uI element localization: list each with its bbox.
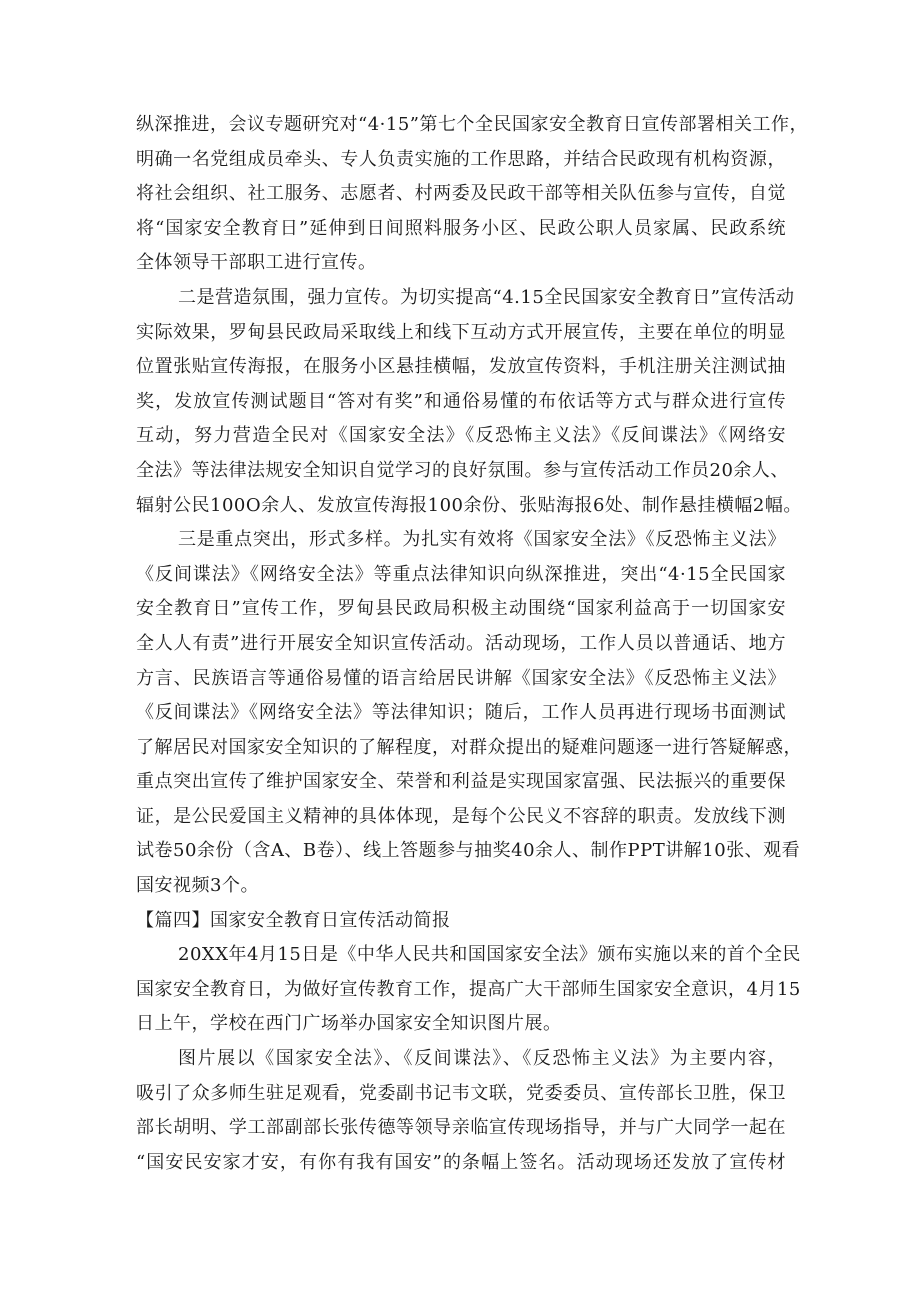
text-line: 三是重点突出，形式多样。为扎实有效将《国家安全法》《反恐怖主义法》 [178,529,786,551]
paragraph-4 [136,938,801,1042]
text-line: 明确一名党组成员牵头、专人负责实施的工作思路，并结合民政现有机构资源， [136,148,786,170]
text-line: 证，是公民爱国主义精神的具体体现，是每个公民义不容辞的职责。发放线下测 [136,805,786,827]
paragraph-5 [136,1042,786,1180]
text-line: 日上午，学校在西门广场举办国家安全知识图片展。 [136,1013,562,1035]
text-line: 图片展以《国家安全法》、《反间谍法》、《反恐怖主义法》为主要内容， [178,1048,786,1070]
text-line: 全体领导干部职工进行宣传。 [136,252,377,274]
text-line: 实际效果，罗甸县民政局采取线上和线下互动方式开展宣传，主要在单位的明显 [136,321,786,343]
text-line: 位置张贴宣传海报，在服务小区悬挂横幅，发放宣传资料，手机注册关注测试抽 [136,356,786,378]
document-body [136,108,808,1180]
text-line: 将社会组织、社工服务、志愿者、村两委及民政干部等相关队伍参与宣传，自觉 [136,183,786,205]
text-line: 互动，努力营造全民对《国家安全法》《反恐怖主义法》《反间谍法》《网络安 [136,425,786,447]
text-line: 纵深推进，会议专题研究对“4·15”第七个全民国家安全教育日宣传部署相关工作， [136,114,808,135]
text-line: 安全教育日”宣传工作，罗甸县民政局积极主动围绕“国家利益高于一切国家安 [136,598,786,620]
text-line: 吸引了众多师生驻足观看，党委副书记韦文联，党委委员、宣传部长卫胜，保卫 [136,1082,786,1104]
text-line: 部长胡明、学工部副部长张传德等领导亲临宣传现场指导，并与广大同学一起在 [136,1117,786,1139]
text-line: 辐射公民100O余人、发放宣传海报100余份、张贴海报6处、制作悬挂横幅2幅。 [136,494,802,516]
text-line: 20XX年4月15日是《中华人民共和国国家安全法》颁布实施以来的首个全民 [178,944,801,966]
text-line: 《反间谍法》《网络安全法》等法律知识；随后，工作人员再进行现场书面测试 [136,702,786,724]
paragraph-2 [136,281,802,523]
text-line: 试卷50余份（含A、B卷）、线上答题参与抽奖40余人、制作PPT讲解10张、观看 [136,840,801,862]
text-line: “国安民安家才安，有你有我有国安”的条幅上签名。活动现场还发放了宣传材 [136,1151,786,1173]
text-line: 国安视频3个。 [136,875,259,897]
text-line: 全法》等法律法规安全知识自觉学习的良好氛围。参与宣传活动工作员20余人、 [136,459,789,481]
section-heading: 【篇四】国家安全教育日宣传活动简报 [136,909,451,931]
text-line: 了解居民对国家安全知识的了解程度，对群众提出的疑难问题逐一进行答疑解惑， [136,736,802,758]
paragraph-1 [136,108,808,281]
text-line: 《反间谍法》《网络安全法》等重点法律知识向纵深推进，突出“4·15全民国家 [136,563,786,585]
text-line: 奖，发放宣传测试题目“答对有奖”和通俗易懂的布依话等方式与群众进行宣传 [136,390,786,412]
text-line: 重点突出宣传了维护国家安全、荣誉和利益是实现国家富强、民法振兴的重要保 [136,771,786,793]
text-line: 将“国家安全教育日”延伸到日间照料服务小区、民政公职人员家属、民政系统 [136,217,786,239]
paragraph-3 [136,523,802,904]
text-line: 二是营造氛围，强力宣传。为切实提高“4.15全民国家安全教育日”宣传活动 [178,286,795,308]
text-line: 国家安全教育日，为做好宣传教育工作，提高广大干部师生国家安全意识，4月15 [136,978,801,1000]
text-line: 全人人有责”进行开展安全知识宣传活动。活动现场，工作人员以普通话、地方 [136,632,786,654]
text-line: 方言、民族语言等通俗易懂的语言给居民讲解《国家安全法》《反恐怖主义法》 [136,667,786,689]
